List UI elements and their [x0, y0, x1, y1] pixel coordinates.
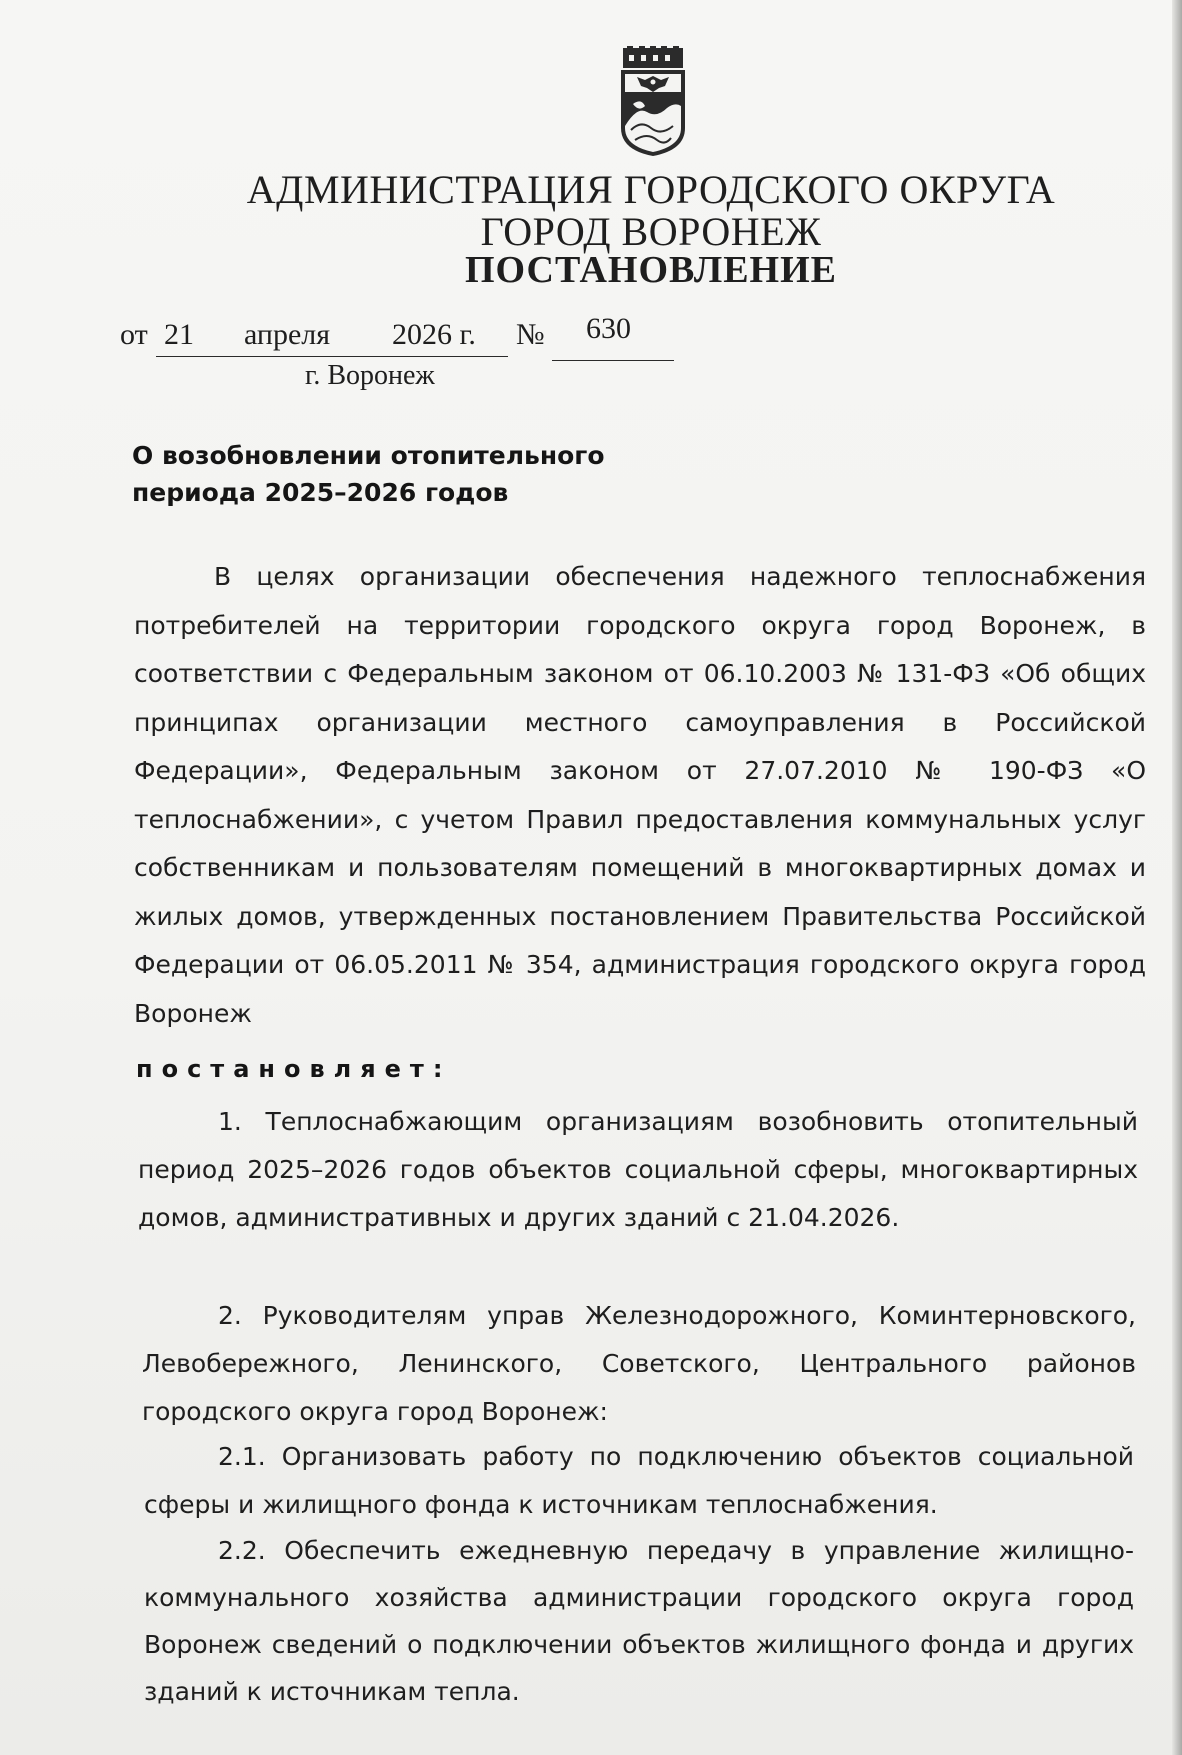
number-sign: №	[516, 318, 545, 351]
subject-line-2: периода 2025–2026 годов	[132, 478, 509, 507]
date-prefix: от	[120, 318, 148, 351]
preamble-paragraph: В целях организации обеспечения надежного теплоснабжения потребителей на территории городского округа город Воронеж, в соответствии с Федеральным законом от 06.10.2003 № 131-ФЗ «Об общих принципах организации местного самоуправления в Российской Федерации», Федеральным законом от 27.07.2010 № 190-ФЗ «О теплоснабжении», с учетом Правил предоставления коммунальных услуг собственникам и пользователям помещений в многоквартирных домах и жилых домов, утвержденных постановлением Правительства Российской Федерации от 06.05.2011 № 354, администрация городского округа город Воронеж	[134, 562, 1146, 1028]
subject-line-1: О возобновлении отопительного	[132, 441, 605, 470]
document-number: 630	[586, 312, 631, 345]
date-day: 21	[164, 318, 194, 351]
header-city: ГОРОД ВОРОНЕЖ	[480, 209, 822, 254]
item-2-2-paragraph: 2.2. Обеспечить ежедневную передачу в управление жилищно-коммунального хозяйства администрации городского округа город Воронеж сведений о подключении объектов жилищного фонда и других зданий к источникам тепла.	[144, 1536, 1134, 1706]
date-underline	[156, 356, 508, 357]
date-month: апреля	[244, 318, 331, 351]
item-2-1-paragraph: 2.1. Организовать работу по подключению объектов социальной сферы и жилищного фонда к источникам теплоснабжения.	[144, 1442, 1134, 1519]
number-underline	[552, 360, 674, 361]
document-type-title: ПОСТАНОВЛЕНИЕ	[464, 249, 838, 291]
date-year: 2026 г.	[392, 318, 476, 351]
header-organization: АДМИНИСТРАЦИЯ ГОРОДСКОГО ОКРУГА	[246, 167, 1056, 212]
document-subject	[132, 437, 605, 511]
voronezh-coat-of-arms-icon	[617, 46, 689, 158]
issue-city: г. Воронеж	[305, 360, 435, 391]
decree-word: постановляет:	[136, 1055, 452, 1083]
item-1-paragraph: 1. Теплоснабжающим организациям возобновить отопительный период 2025–2026 годов объектов социальной сферы, многоквартирных домов, административных и других зданий с 21.04.2026.	[138, 1107, 1138, 1232]
item-2-paragraph: 2. Руководителям управ Железнодорожного, Коминтерновского, Левобережного, Ленинского, Советского, Центрального районов городского округа город Воронеж:	[142, 1301, 1136, 1426]
